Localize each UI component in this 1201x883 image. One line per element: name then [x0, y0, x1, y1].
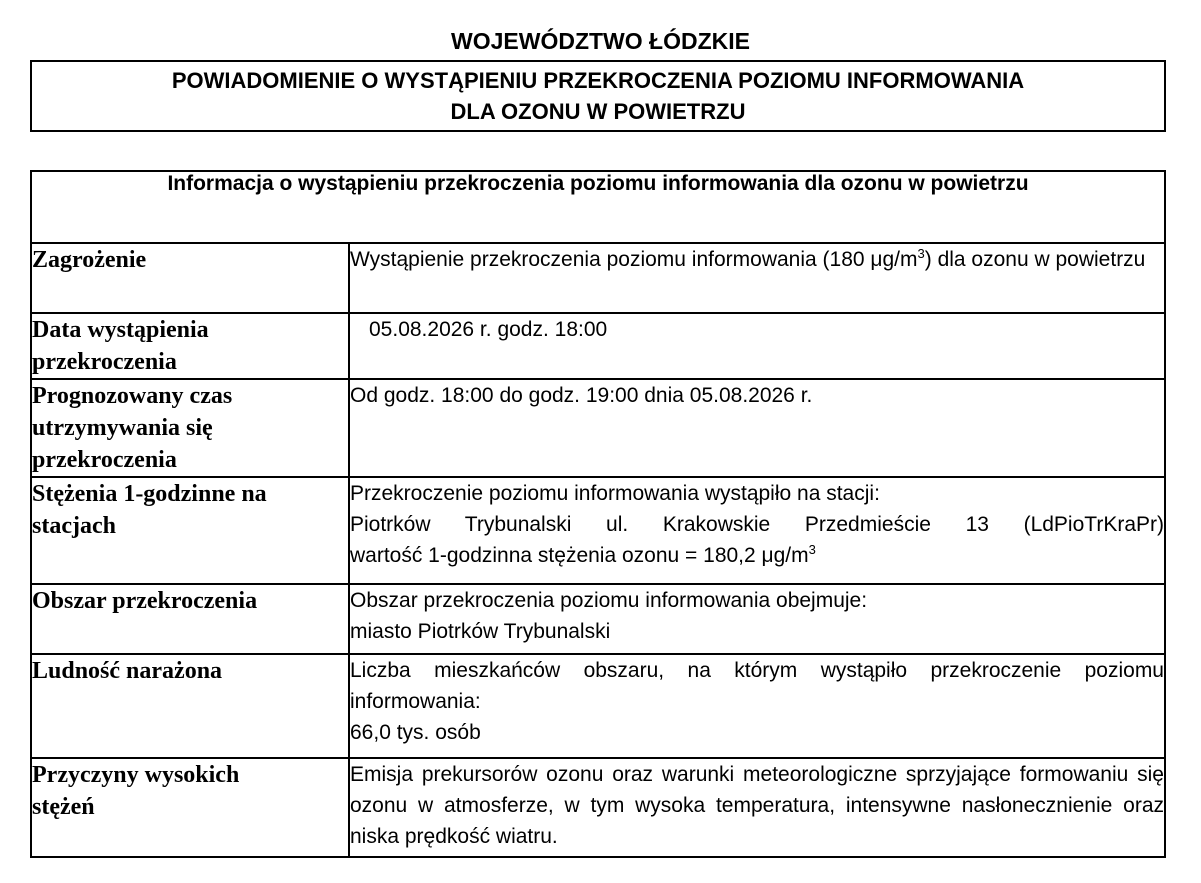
label-line: stacjach — [32, 513, 116, 539]
unit-superscript: 3 — [808, 542, 816, 557]
table-row — [31, 477, 1165, 584]
value-line: Liczba mieszkańców obszaru, na którym wystąpiło przekroczenie poziomu informowania: — [350, 659, 1164, 713]
unit-superscript: 3 — [917, 246, 925, 261]
label-line: Prognozowany czas — [32, 383, 233, 409]
row-value-forecast: Od godz. 18:00 do godz. 19:00 dnia 05.08.2026 r. — [349, 379, 1165, 477]
label-line: utrzymywania się — [32, 415, 213, 441]
row-label-threat: Zagrożenie — [31, 243, 349, 313]
label-line: przekroczenia — [32, 447, 177, 473]
info-table — [30, 170, 1166, 858]
row-label-forecast — [31, 379, 349, 477]
threat-text: Wystąpienie przekroczenia poziomu informowania (180 μg/m — [350, 248, 918, 271]
table-row — [31, 313, 1165, 379]
table-heading-row — [31, 171, 1165, 243]
row-value-area — [349, 584, 1165, 654]
label-line: Przyczyny wysokich — [32, 762, 240, 788]
value-line: 66,0 tys. osób — [350, 721, 481, 744]
table-row — [31, 758, 1165, 857]
region-title: WOJEWÓDZTWO ŁÓDZKIE — [451, 28, 750, 54]
row-value-threat — [349, 243, 1165, 313]
row-value-concentrations — [349, 477, 1165, 584]
concentration-text: wartość 1-godzinna stężenia ozonu = 180,2 μg/m — [350, 544, 809, 567]
value-line: Obszar przekroczenia poziomu informowania obejmuje: — [350, 589, 868, 612]
station-line: Piotrków Trybunalski ul. Krakowskie Przedmieście 13 (LdPioTrKraPr) — [350, 513, 1164, 536]
row-label-concentrations — [31, 477, 349, 584]
row-value-causes: Emisja prekursorów ozonu oraz warunki meteorologiczne sprzyjające formowaniu się ozonu w atmosferze, w tym wysoka temperatura, intensywne nasłonecznienie oraz niska prędkość wiatru. — [349, 758, 1165, 857]
value-line — [350, 540, 1164, 571]
table-row — [31, 243, 1165, 313]
notice-title-line1: POWIADOMIENIE O WYSTĄPIENIU PRZEKROCZENIA POZIOMU INFORMOWANIA — [171, 68, 1025, 93]
notice-title-box — [30, 60, 1166, 132]
label-line: przekroczenia — [32, 349, 177, 375]
row-label-area: Obszar przekroczenia — [31, 584, 349, 654]
table-row — [31, 584, 1165, 654]
table-heading: Informacja o wystąpieniu przekroczenia poziomu informowania dla ozonu w powietrzu — [31, 171, 1165, 243]
row-value-date: 05.08.2026 r. godz. 18:00 — [349, 313, 1165, 379]
table-row — [31, 654, 1165, 758]
threat-text-end: ) dla ozonu w powietrzu — [924, 248, 1146, 271]
label-line: Stężenia 1-godzinne na — [32, 481, 267, 507]
label-line: Data wystąpienia — [32, 317, 209, 343]
notice-title-line2: DLA OZONU W POWIETRZU — [450, 99, 746, 124]
label-line: stężeń — [32, 794, 95, 820]
table-row — [31, 379, 1165, 477]
row-label-date — [31, 313, 349, 379]
row-label-causes — [31, 758, 349, 857]
value-line: miasto Piotrków Trybunalski — [350, 620, 611, 643]
value-line: Przekroczenie poziomu informowania wystąpiło na stacji: — [350, 482, 880, 505]
row-value-population — [349, 654, 1165, 758]
row-label-population: Ludność narażona — [31, 654, 349, 758]
